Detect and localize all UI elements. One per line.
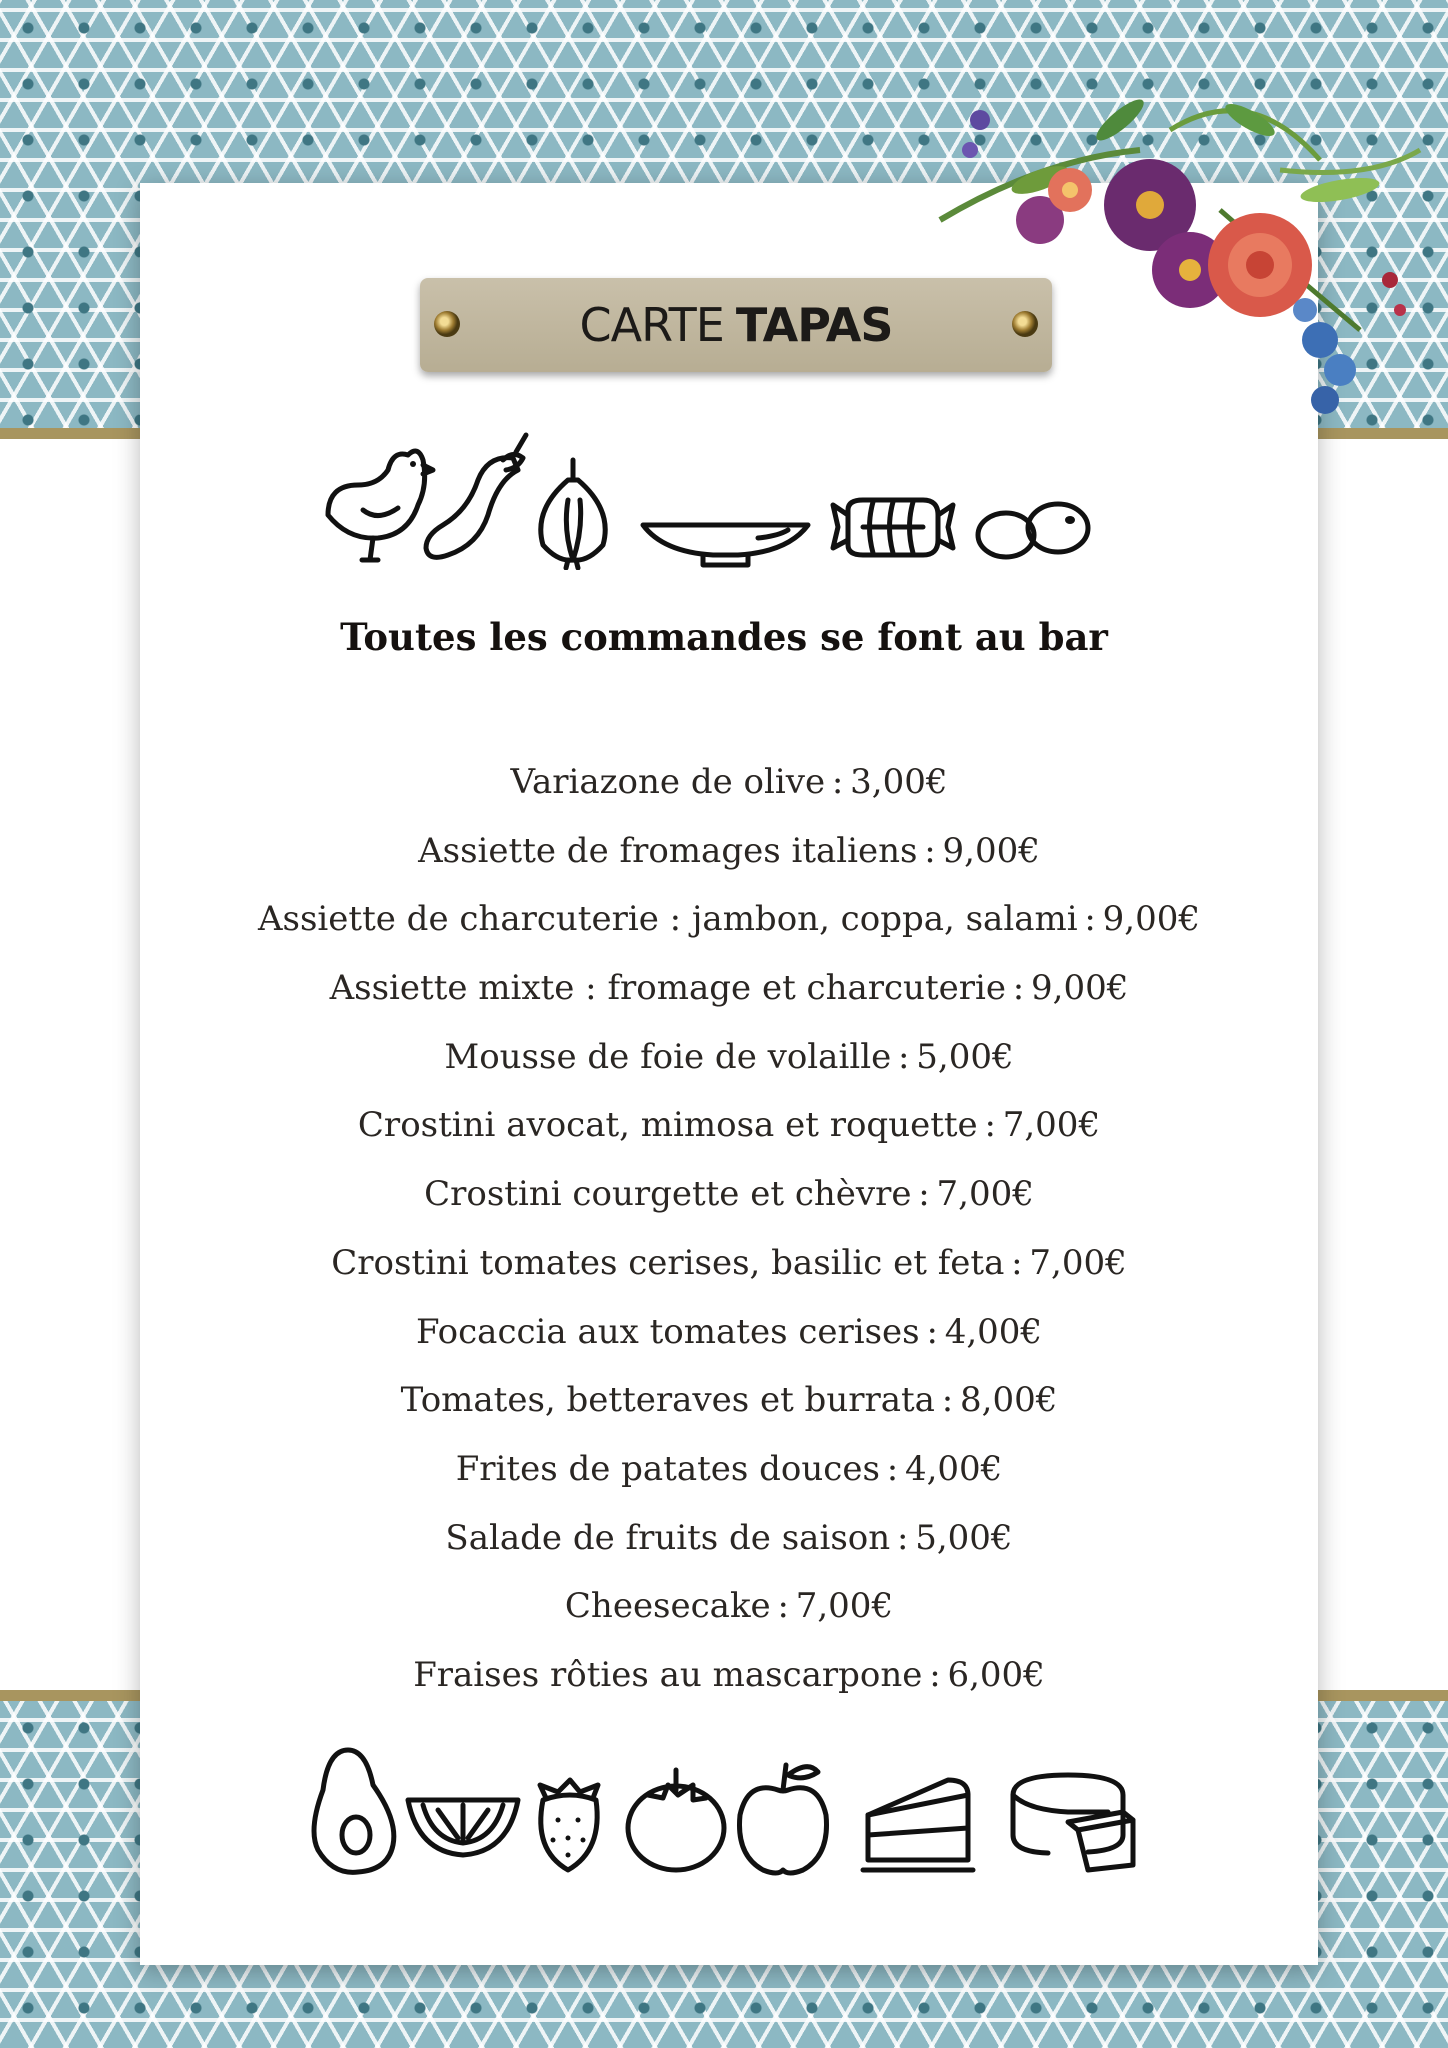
title-plaque xyxy=(420,278,1052,372)
menu-item-price: 7,00€ xyxy=(936,1174,1034,1215)
sausage-icon xyxy=(833,500,953,555)
menu-item-price: 3,00€ xyxy=(850,762,948,802)
order-notice: Toutes les commandes se font au bar xyxy=(340,615,1108,659)
menu-item-name: Crostini courgette et chèvre xyxy=(424,1174,912,1215)
menu-item-name: Variazone de olive xyxy=(510,762,826,802)
menu-item-price: 7,00€ xyxy=(795,1586,894,1627)
menu-item-name: Assiette mixte : fromage et charcuterie xyxy=(329,968,1006,1009)
menu-item-price: 6,00€ xyxy=(947,1654,1045,1695)
citrus-slice-icon xyxy=(408,1800,518,1855)
menu-item: Cheesecake : 7,00€ xyxy=(564,1586,894,1627)
menu-item: Tomates, betteraves et burrata : 8,00€ xyxy=(400,1380,1058,1421)
menu-item-price: 4,00€ xyxy=(904,1448,1003,1489)
menu-item: Assiette de charcuterie : jambon, coppa, salami : 9,00€ xyxy=(257,899,1200,940)
menu-item-name: Frites de patates douces xyxy=(455,1448,880,1489)
menu-item-price: 9,00€ xyxy=(1031,968,1129,1009)
bowl-icon xyxy=(643,525,808,565)
menu-item-name: Assiette de charcuterie : jambon, coppa, salami xyxy=(257,899,1078,940)
menu-item: Mousse de foie de volaille : 5,00€ xyxy=(444,1036,1014,1077)
menu-item: Salade de fruits de saison : 5,00€ xyxy=(445,1517,1013,1558)
menu-item-name: Assiette de fromages italiens xyxy=(418,830,918,871)
garlic-icon xyxy=(541,460,605,568)
menu-item-name: Crostini tomates cerises, basilic et feta xyxy=(331,1242,1005,1283)
apple-icon xyxy=(739,1765,826,1873)
menu-item-name: Crostini avocat, mimosa et roquette xyxy=(357,1105,978,1146)
menu-list xyxy=(140,748,1318,1710)
menu-item: Assiette mixte : fromage et charcuterie : 9,00€ xyxy=(329,968,1129,1009)
menu-item: Crostini avocat, mimosa et roquette : 7,00€ xyxy=(357,1105,1101,1146)
olives-icon xyxy=(978,504,1088,557)
tomato-icon xyxy=(628,1770,724,1870)
menu-item-price: 9,00€ xyxy=(942,830,1040,871)
red-buds xyxy=(1382,272,1406,316)
menu-item-name: Fraises rôties au mascarpone xyxy=(413,1654,923,1695)
chicken-icon xyxy=(328,451,433,560)
avocado-icon xyxy=(314,1750,394,1872)
menu-item: Assiette de fromages italiens : 9,00€ xyxy=(418,830,1040,871)
menu-item: Focaccia aux tomates cerises : 4,00€ xyxy=(415,1311,1043,1352)
menu-item-price: 9,00€ xyxy=(1102,899,1200,940)
menu-item-name: Tomates, betteraves et burrata xyxy=(400,1380,935,1421)
page-title xyxy=(579,298,892,352)
menu-item: Crostini courgette et chèvre : 7,00€ xyxy=(424,1174,1034,1215)
menu-item: Frites de patates douces : 4,00€ xyxy=(455,1448,1003,1489)
menu-item-price: 7,00€ xyxy=(1029,1242,1127,1283)
blue-flowers xyxy=(1293,298,1356,414)
menu-item: Variazone de olive : 3,00€ xyxy=(510,762,948,802)
menu-item-price: 8,00€ xyxy=(960,1380,1058,1421)
top-food-icons xyxy=(318,430,1138,570)
screw-left-icon xyxy=(434,311,460,337)
menu-item-name: Cheesecake xyxy=(564,1586,771,1627)
bottom-food-icons xyxy=(308,1740,1146,1880)
strawberry-icon xyxy=(540,1780,598,1870)
menu-item-price: 7,00€ xyxy=(1002,1105,1101,1146)
menu-item-price: 5,00€ xyxy=(916,1036,1014,1077)
title-bold: TAPAS xyxy=(735,298,893,352)
menu-item-name: Focaccia aux tomates cerises xyxy=(415,1311,920,1352)
menu-item-price: 5,00€ xyxy=(915,1517,1013,1558)
menu-item: Fraises rôties au mascarpone : 6,00€ xyxy=(413,1654,1045,1695)
eggplant-icon xyxy=(426,435,526,557)
menu-item-name: Salade de fruits de saison xyxy=(445,1517,891,1558)
menu-item: Crostini tomates cerises, basilic et feta : 7,00€ xyxy=(331,1242,1127,1283)
cake-slice-icon xyxy=(863,1780,973,1870)
menu-item-price: 4,00€ xyxy=(944,1311,1043,1352)
screw-right-icon xyxy=(1012,311,1038,337)
cheese-icon xyxy=(1013,1775,1133,1870)
title-light: CARTE xyxy=(579,298,724,352)
menu-item-name: Mousse de foie de volaille xyxy=(444,1036,892,1077)
flower-bouquet-decoration xyxy=(920,40,1440,440)
